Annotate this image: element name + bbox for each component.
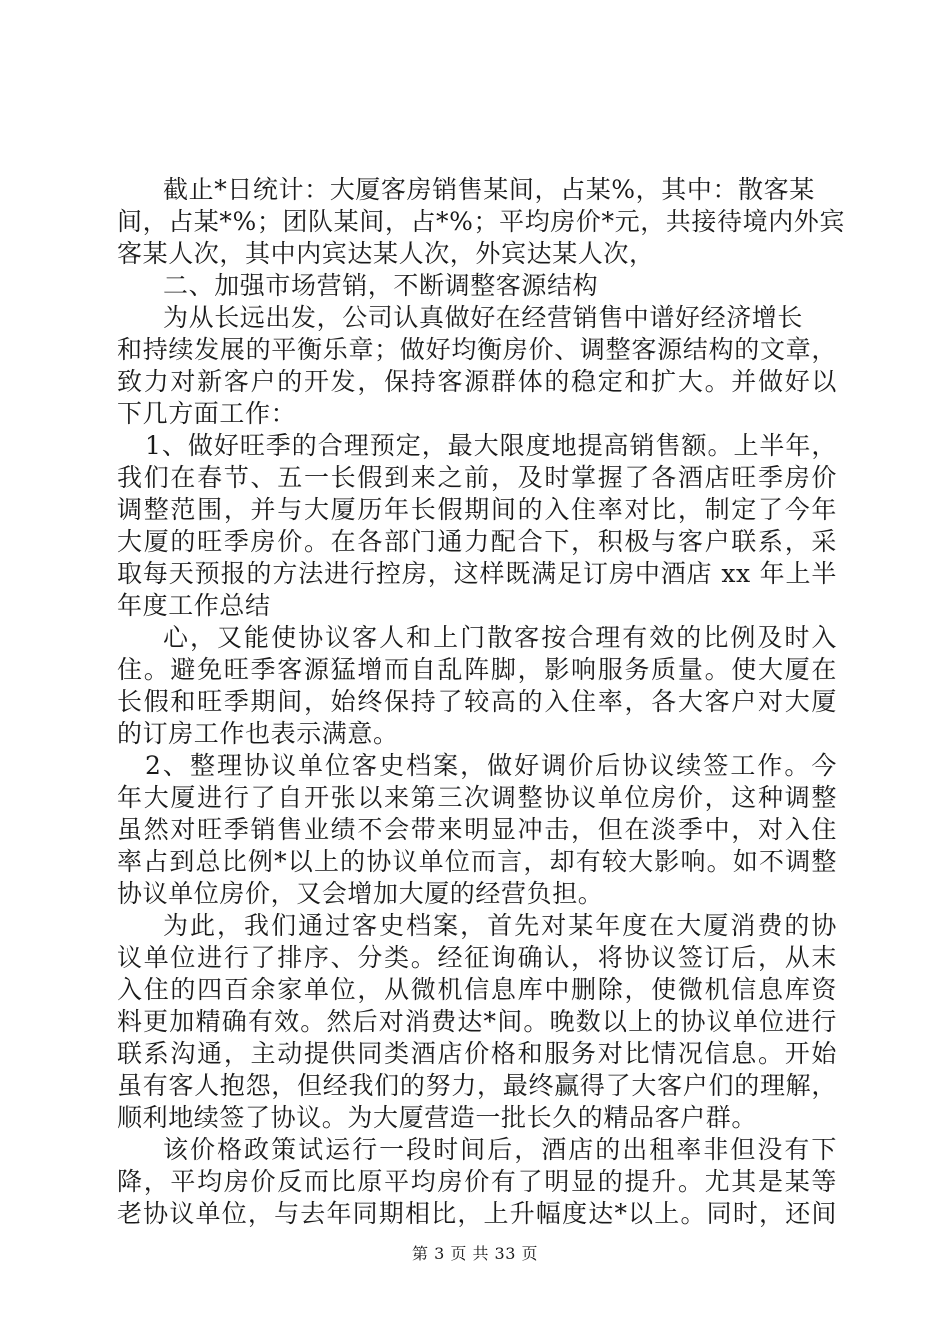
text-line: 大厦的旺季房价。在各部门通力配合下，积极与客户联系，采 — [117, 527, 837, 556]
text-line: 2、整理协议单位客史档案，做好调价后协议续签工作。今 — [145, 751, 837, 780]
text-line: 议单位进行了排序、分类。经征询确认，将协议签订后，从末 — [117, 943, 837, 972]
text-line: 虽然对旺季销售业绩不会带来明显冲击，但在淡季中，对入住 — [117, 815, 837, 844]
text-line: 长假和旺季期间，始终保持了较高的入住率，各大客户对大厦 — [117, 687, 837, 716]
text-line: 心，又能使协议客人和上门散客按合理有效的比例及时入 — [163, 623, 837, 652]
text-line: 老协议单位，与去年同期相比，上升幅度达*以上。同时，还间 — [117, 1199, 837, 1228]
text-line: 协议单位房价，又会增加大厦的经营负担。 — [117, 879, 604, 908]
text-line: 和持续发展的平衡乐章；做好均衡房价、调整客源结构的文章， — [117, 335, 837, 364]
text-line: 料更加精确有效。然后对消费达*间。晚数以上的协议单位进行 — [117, 1007, 837, 1036]
text-line: 虽有客人抱怨，但经我们的努力，最终赢得了大客户们的理解， — [117, 1071, 837, 1100]
section-heading: 二、加强市场营销，不断调整客源结构 — [163, 271, 599, 300]
text-line: 致力对新客户的开发，保持客源群体的稳定和扩大。并做好以 — [117, 367, 837, 396]
text-line: 顺利地续签了协议。为大厦营造一批长久的精品客户群。 — [117, 1103, 758, 1132]
text-line: 的订房工作也表示满意。 — [117, 719, 399, 748]
text-line: 我们在春节、五一长假到来之前，及时掌握了各酒店旺季房价 — [117, 463, 837, 492]
text-line: 降，平均房价反而比原平均房价有了明显的提升。尤其是某等 — [117, 1167, 837, 1196]
text-line: 为从长远出发，公司认真做好在经营销售中谱好经济增长 — [163, 303, 804, 332]
text-line: 取每天预报的方法进行控房，这样既满足订房中酒店 xx 年上半 — [117, 559, 837, 588]
text-line: 率占到总比例*以上的协议单位而言，却有较大影响。如不调整 — [117, 847, 837, 876]
text-line: 下几方面工作： — [117, 399, 297, 428]
text-line: 入住的四百余家单位，从微机信息库中删除，使微机信息库资 — [117, 975, 837, 1004]
text-line: 联系沟通，主动提供同类酒店价格和服务对比情况信息。开始 — [117, 1039, 837, 1068]
text-line: 住。避免旺季客源猛增而自乱阵脚，影响服务质量。使大厦在 — [117, 655, 837, 684]
text-line: 截止*日统计：大厦客房销售某间，占某%，其中：散客某 — [163, 175, 815, 204]
text-line: 年度工作总结 — [117, 591, 271, 620]
text-line: 为此，我们通过客史档案，首先对某年度在大厦消费的协 — [163, 911, 837, 940]
text-line: 1、做好旺季的合理预定，最大限度地提高销售额。上半年， — [145, 431, 837, 460]
text-line: 年大厦进行了自开张以来第三次调整协议单位房价，这种调整 — [117, 783, 837, 812]
page-number-footer: 第 3 页 共 33 页 — [412, 1244, 538, 1263]
text-line: 该价格政策试运行一段时间后，酒店的出租率非但没有下 — [163, 1135, 837, 1164]
text-line: 客某人次，其中内宾达某人次，外宾达某人次， — [117, 239, 655, 268]
text-line: 间，占某*%；团队某间，占*%；平均房价*元，共接待境内外宾 — [117, 207, 846, 236]
text-line: 调整范围，并与大厦历年长假期间的入住率对比，制定了今年 — [117, 495, 837, 524]
